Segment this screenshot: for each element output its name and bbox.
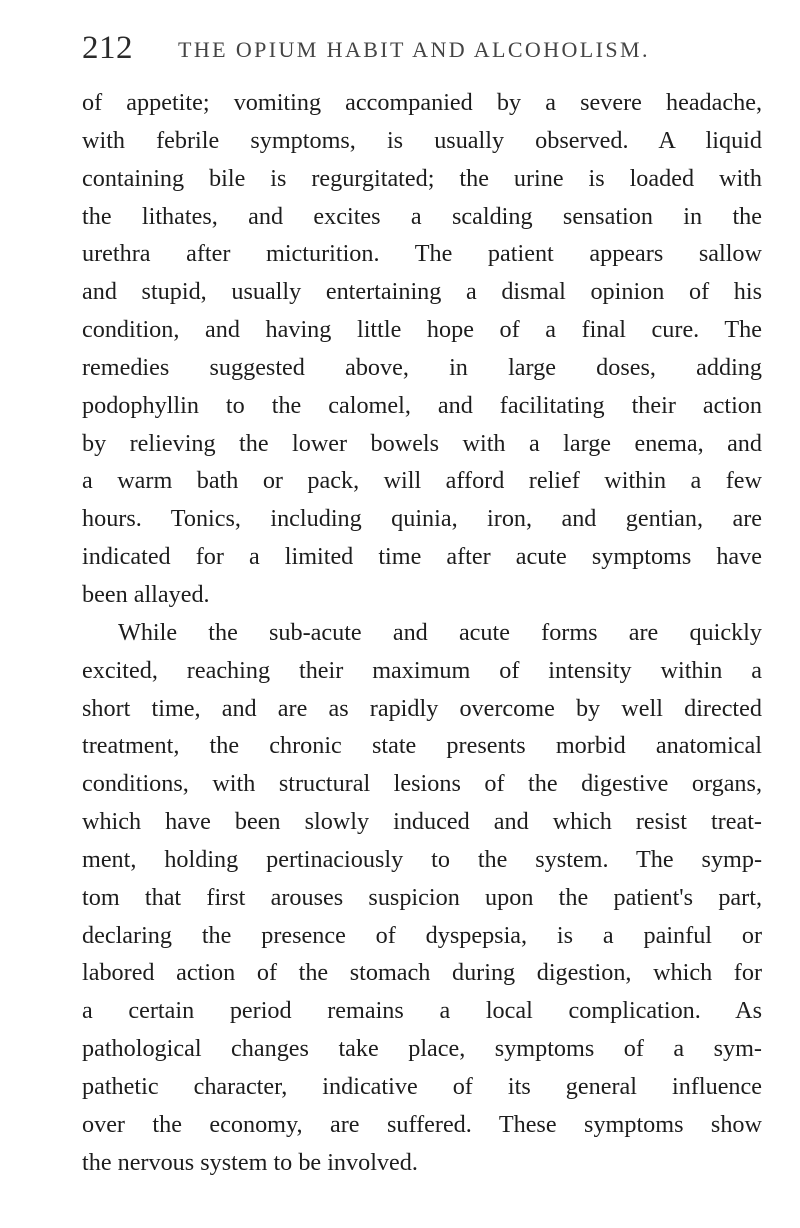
text-line: remedies suggested above, in large doses, adding bbox=[82, 353, 762, 381]
text-line: hours. Tonics, including quinia, iron, and gentian, are bbox=[82, 505, 762, 533]
text-line: over the economy, are suffered. These symptoms show bbox=[82, 1110, 762, 1138]
text-line: and stupid, usually entertaining a dismal opinion of his bbox=[82, 278, 762, 306]
page-header bbox=[82, 28, 762, 68]
text-line: the lithates, and excites a scalding sensation in the bbox=[82, 202, 762, 230]
text-line: condition, and having little hope of a final cure. The bbox=[82, 316, 762, 344]
text-line: which have been slowly induced and which resist treat- bbox=[82, 808, 762, 836]
text-line: excited, reaching their maximum of intensity within a bbox=[82, 656, 762, 684]
text-line: containing bile is regurgitated; the urine is loaded with bbox=[82, 164, 762, 192]
text-line: a warm bath or pack, will afford relief within a few bbox=[82, 467, 762, 495]
text-line: tom that first arouses suspicion upon the patient's part, bbox=[82, 883, 762, 911]
text-line: pathological changes take place, symptoms of a sym- bbox=[82, 1035, 762, 1063]
text-line: with febrile symptoms, is usually observed. A liquid bbox=[82, 126, 762, 154]
body-text bbox=[82, 84, 762, 1181]
text-line: a certain period remains a local complication. As bbox=[82, 997, 762, 1025]
text-line: been allayed. bbox=[82, 580, 210, 608]
text-line: ment, holding pertinaciously to the system. The symp- bbox=[82, 845, 762, 873]
text-line: urethra after micturition. The patient appears sallow bbox=[82, 240, 762, 268]
text-line: While the sub-acute and acute forms are quickly bbox=[118, 618, 762, 646]
text-line: the nervous system to be involved. bbox=[82, 1148, 418, 1176]
text-line: pathetic character, indicative of its general influence bbox=[82, 1072, 762, 1100]
text-line: podophyllin to the calomel, and facilitating their action bbox=[82, 391, 762, 419]
text-line: indicated for a limited time after acute symptoms have bbox=[82, 543, 762, 571]
running-title: THE OPIUM HABIT AND ALCOHOLISM. bbox=[178, 37, 650, 62]
text-line: declaring the presence of dyspepsia, is a painful or bbox=[82, 921, 762, 949]
text-line: by relieving the lower bowels with a large enema, and bbox=[82, 429, 762, 457]
text-line: treatment, the chronic state presents morbid anatomical bbox=[82, 732, 762, 760]
text-line: of appetite; vomiting accompanied by a severe headache, bbox=[82, 89, 762, 116]
page-number: 212 bbox=[82, 30, 133, 66]
text-line: short time, and are as rapidly overcome by well directed bbox=[82, 694, 762, 722]
text-line: labored action of the stomach during digestion, which for bbox=[82, 959, 762, 987]
text-line: conditions, with structural lesions of the digestive organs, bbox=[82, 770, 762, 798]
